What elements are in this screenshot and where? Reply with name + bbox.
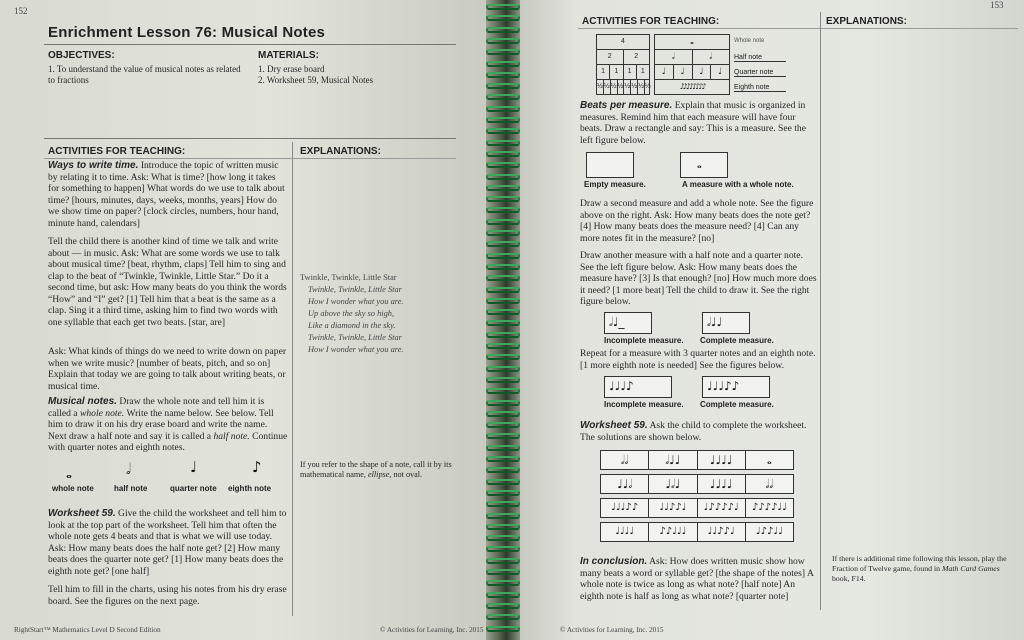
term-math-card-games: Math Card Games	[941, 563, 1000, 573]
note-label: whole note	[52, 484, 94, 493]
lead-musical-notes: Musical notes.	[48, 396, 117, 407]
paragraph-repeat: Repeat for a measure with 3 quarter notes and an eighth note. [1 more eighth note is needed] See the figures below.	[580, 348, 816, 371]
explanation-note-shape	[300, 460, 456, 480]
lead-worksheet: Worksheet 59.	[48, 508, 116, 519]
caption-empty-measure: Empty measure.	[584, 180, 646, 189]
activities-header: ACTIVITIES FOR TEACHING:	[48, 146, 186, 157]
half-note-icon: 𝅗𝅥	[709, 52, 713, 62]
fraction-cell: ½	[631, 80, 638, 94]
note-chart-row	[654, 65, 730, 80]
footer-copyright-left: © Activities for Learning, Inc. 2015	[380, 626, 484, 634]
paragraph-writing-beats: Ask: What kinds of things do we need to write down on paper when we write music? [number of beats, pitch, and so on] Explain that today we are going to talk about writing beats, or musical time.	[48, 346, 287, 392]
spiral-coil	[486, 490, 520, 496]
complete-measure-a	[702, 312, 750, 334]
caption-incomplete-b: Incomplete measure.	[604, 400, 684, 409]
header-underline	[44, 158, 456, 159]
page-number-right: 153	[990, 0, 1004, 10]
paragraph-text: Give the child the worksheet and tell him to look at the top part of the worksheet. Tell him that often the whole note gets 4 beats and that is what we will use today. Ask: How many beats does the half note get? [2] How many beats does the quarter note get? [1] How many beats does the eighth note get? [one half]	[48, 508, 287, 577]
note-label: eighth note	[228, 484, 272, 493]
worksheet-row	[600, 450, 794, 470]
worksheet-measure: ♩𝅗𝅥♩	[649, 475, 697, 493]
worksheet-measure: ♩♩♪♪♩	[649, 499, 697, 517]
material-item: 1. Dry erase board	[258, 64, 325, 74]
worksheet-measure: ♩♪♪♩♩	[755, 526, 783, 537]
note-label: quarter note	[170, 484, 217, 493]
spiral-coil	[486, 603, 520, 609]
explanation-text: book, F14.	[832, 573, 866, 583]
page-number-left: 152	[14, 6, 28, 16]
explanation-fraction-game	[832, 554, 1012, 583]
half-note-icon: 𝅗𝅥	[655, 50, 693, 64]
paragraph-fill-charts: Tell him to fill in the charts, using his notes from his dry erase board. See the figures on the next page.	[48, 584, 287, 607]
fraction-cell: 2	[597, 50, 624, 64]
lesson-title: Enrichment Lesson 76: Musical Notes	[48, 24, 326, 41]
worksheet-row	[600, 474, 794, 494]
spiral-coil	[486, 626, 520, 632]
fraction-cell: ½	[644, 83, 651, 90]
note-chart-label: Eighth note	[734, 84, 786, 92]
term-whole-note: whole note.	[79, 407, 125, 419]
spiral-coil	[486, 61, 520, 67]
fraction-cell: ½	[618, 80, 625, 94]
spiral-coil	[486, 140, 520, 146]
spiral-coil	[486, 400, 520, 406]
fraction-cell: 1	[610, 65, 623, 79]
spiral-coil	[486, 377, 520, 383]
header-underline-right	[578, 28, 1018, 29]
note-chart-label: Whole note	[734, 38, 765, 44]
quarter-note-icon: ♩	[693, 65, 712, 79]
poem-line: Twinkle, Twinkle, Little Star	[308, 285, 402, 294]
quarter-note-icon: ♩	[674, 65, 693, 79]
worksheet-measure: ♩♪♪♪♪♩	[698, 499, 746, 517]
worksheet-measure: ♩♩♩♩	[698, 451, 746, 469]
spiral-coil	[486, 38, 520, 44]
spiral-coil	[486, 264, 520, 270]
column-divider-right	[820, 12, 821, 610]
spiral-coil	[486, 275, 520, 281]
fraction-chart	[596, 34, 650, 94]
spiral-coil	[486, 128, 520, 134]
spiral-coil	[486, 287, 520, 293]
paragraph-second-measure: Draw a second measure and add a whole note. See the figure above on the right. Ask: How many beats does the note get? [4] How many beats does the measure need? [4] Can any more notes fit in the measure? [no]	[580, 198, 814, 244]
note-chart-label: Half note	[734, 54, 786, 62]
activities-header-right: ACTIVITIES FOR TEACHING:	[582, 16, 720, 27]
spiral-coil	[486, 411, 520, 417]
right-page	[516, 0, 1024, 640]
spiral-coil	[486, 309, 520, 315]
eighth-note-icon: ♪	[252, 458, 262, 476]
caption-complete-a: Complete measure.	[700, 336, 774, 345]
spiral-coil	[486, 49, 520, 55]
note-figures	[48, 460, 288, 494]
spiral-coil	[486, 524, 520, 530]
spiral-coil	[486, 72, 520, 78]
materials-list	[258, 64, 458, 86]
paragraph-text: Continue with quarter notes and eighth notes.	[48, 430, 288, 453]
fraction-cell: 1	[624, 65, 637, 79]
fraction-row	[596, 50, 650, 65]
paragraph-worksheet	[48, 508, 288, 577]
spiral-coil	[486, 433, 520, 439]
fraction-cell: 2	[634, 53, 639, 60]
explanations-header-right: EXPLANATIONS:	[826, 16, 907, 27]
title-rule	[44, 44, 456, 45]
fraction-row	[596, 34, 650, 50]
material-item: 2. Worksheet 59, Musical Notes	[258, 75, 374, 85]
spiral-coil	[486, 151, 520, 157]
left-page	[0, 0, 492, 640]
spiral-coil	[486, 106, 520, 112]
lead-beats-per-measure: Beats per measure.	[580, 100, 673, 111]
complete-measure-b	[702, 376, 770, 398]
fraction-row	[596, 80, 650, 95]
fraction-cell: 1	[597, 65, 610, 79]
spiral-coil	[486, 456, 520, 462]
fraction-cell: ½	[597, 80, 604, 94]
poem-line: How I wonder what you are.	[308, 345, 404, 354]
spiral-coil	[486, 230, 520, 236]
worksheet-measure: ♩♩♩♩	[698, 475, 746, 493]
footer-copyright-right: © Activities for Learning, Inc. 2015	[560, 626, 664, 634]
worksheet-measure: 𝅗𝅥♩♩	[649, 451, 697, 469]
quarter-eighth-notes-icon: ♩♩♩♪	[609, 379, 634, 393]
spiral-coil	[486, 4, 520, 10]
spiral-coil	[486, 343, 520, 349]
note-chart-row	[654, 50, 730, 65]
worksheet-row	[600, 522, 794, 542]
quarter-note-icon: ♩	[655, 65, 674, 79]
worksheet-measure: 𝅝	[766, 453, 772, 467]
objectives-text: 1. To understand the value of musical notes as related to fractions	[48, 64, 241, 85]
spiral-coil	[486, 569, 520, 575]
fraction-cell: 1	[640, 68, 645, 75]
worksheet-row	[600, 498, 794, 518]
paragraph-third-measure: Draw another measure with a half note and a quarter note. See the left figure below. Ask: How many beats does the measure have? [3] Is that enough? [no] How much more does it need? [1 more beat] Tell the child to draw it. See the right figure below.	[580, 250, 817, 307]
term-half-note: half note.	[213, 430, 250, 442]
worksheet-measure: ♩♩♩♪♪	[601, 499, 649, 517]
worksheet-measure: 𝅗𝅥𝅗𝅥	[601, 451, 649, 469]
worksheet-measure: ♪♪♪♪♩♩	[751, 502, 787, 513]
paragraph-text: Introduce the topic of written music by relating it to time. Ask: What is time? [how long it takes for something to happen] What words do we use to talk about time? [hours, minutes, days, weeks, months, years] How do we show time on paper? [clock circles, numbers, hour hand, minute hand, calendars]	[48, 160, 285, 229]
quarter-note-icon: ♩	[718, 67, 723, 77]
spiral-coil	[486, 27, 520, 33]
spiral-coil	[486, 219, 520, 225]
poem-line: Up above the sky so high,	[308, 309, 395, 318]
section-rule	[44, 138, 456, 139]
spiral-coil	[486, 580, 520, 586]
explanation-text: not oval.	[393, 470, 423, 479]
lead-conclusion: In conclusion.	[580, 556, 648, 567]
poem-line: How I wonder what you are.	[308, 297, 404, 306]
spiral-coil	[486, 241, 520, 247]
spiral-coil	[486, 467, 520, 473]
spiral-coil	[486, 207, 520, 213]
spiral-coil	[486, 501, 520, 507]
note-chart	[654, 34, 730, 95]
poem-line: Like a diamond in the sky.	[308, 321, 396, 330]
explanation-text: If you refer to the shape of a note, call it by its mathematical name,	[300, 460, 452, 479]
quarter-note-icon: ♩	[190, 458, 198, 476]
poem-title: Twinkle, Twinkle, Little Star	[300, 273, 397, 282]
spiral-coil	[486, 162, 520, 168]
paragraph-text: Ask the child to complete the worksheet. The solutions are shown below.	[580, 420, 807, 443]
spiral-coil	[486, 546, 520, 552]
fraction-cell: 4	[621, 38, 625, 45]
worksheet-measure: 𝅗𝅥𝅗𝅥	[765, 477, 774, 491]
whole-note-icon: 𝅝	[697, 157, 702, 171]
lead-worksheet-right: Worksheet 59.	[580, 420, 648, 431]
worksheet-measure: ♪♪♩♩♩	[649, 523, 697, 541]
caption-complete-b: Complete measure.	[700, 400, 774, 409]
spiral-coil	[486, 614, 520, 620]
quarter-eighth-eighth-notes-icon: ♩♩♩♪♪	[707, 379, 740, 393]
paragraph-text: Draw the whole note and tell him it is called a	[48, 396, 265, 419]
spiral-coil	[486, 298, 520, 304]
worksheet-measure: ♩♩𝅗𝅥	[601, 475, 649, 493]
half-quarter-quarter-notes-icon: 𝅗𝅥♩♩	[707, 315, 723, 329]
fraction-row	[596, 65, 650, 80]
poem-line: Twinkle, Twinkle, Little Star	[308, 333, 402, 342]
explanation-text: If there is additional time following this lesson, play the Fraction of Twelve game, found in	[832, 554, 1007, 573]
note-chart-row	[654, 34, 730, 50]
note-chart-label: Quarter note	[734, 69, 786, 77]
footer-edition: RightStart™ Mathematics Level D Second Edition	[14, 626, 161, 634]
spiral-coil	[486, 174, 520, 180]
caption-incomplete-a: Incomplete measure.	[604, 336, 684, 345]
note-chart-row	[654, 80, 730, 95]
objectives-header: OBJECTIVES:	[48, 50, 115, 61]
spiral-coil	[486, 513, 520, 519]
poem	[308, 284, 458, 356]
spiral-coil	[486, 366, 520, 372]
spiral-coil	[486, 558, 520, 564]
fraction-cell: ½	[638, 80, 645, 94]
spiral-coil	[486, 388, 520, 394]
spiral-coil	[486, 422, 520, 428]
materials-header: MATERIALS:	[258, 50, 319, 61]
term-ellipse: ellipse,	[367, 470, 392, 479]
explanations-header: EXPLANATIONS:	[300, 146, 381, 157]
spiral-coil	[486, 354, 520, 360]
whole-note-icon: 𝅝	[690, 37, 694, 47]
spiral-coil	[486, 332, 520, 338]
incomplete-measure-a	[604, 312, 652, 334]
eighth-note-icon: ♪♪♪♪♪♪♪♪	[679, 82, 705, 91]
spiral-coil	[486, 445, 520, 451]
paragraph-conclusion	[580, 556, 818, 602]
spiral-coil	[486, 479, 520, 485]
spiral-coil	[486, 15, 520, 21]
empty-measure	[586, 152, 634, 178]
half-note-icon: 𝅗𝅥	[126, 460, 131, 478]
fraction-cell: ½	[611, 80, 618, 94]
paragraph-text: Explain that music is organized in measures. Remind him that each measure will have four beats. Draw a rectangle and say: This is a measure. See the left figure below.	[580, 100, 806, 146]
paragraph-musical-time: Tell the child there is another kind of time we talk and write about — in music. Ask: What are some words we use to talk about musical time? [beat, rhythm, claps] Tell him to sing and clap to the beat of “Twinkle, Twinkle, Little Star.” Do it a second time, but ask: How many beats do you think the words “How” and “I” get? [1] Tell him that a beat is the same as a clap. Sing it a third time, asking him to find two words with one syllable that each get two beats. [star, are]	[48, 236, 287, 328]
spiral-coil	[486, 94, 520, 100]
spiral-coil	[486, 320, 520, 326]
whole-note-measure	[680, 152, 728, 178]
spiral-coil	[486, 253, 520, 259]
paragraph-text: Ask: How does written music show how many beats a word or syllable get? [the shape of the notes] A whole note is twice as long as what note? [half note] An eighth note is half as long as what note? [quarter note]	[580, 556, 814, 602]
spiral-coil	[486, 185, 520, 191]
paragraph-worksheet-right	[580, 420, 818, 443]
spiral-coil	[486, 592, 520, 598]
paragraph-musical-notes	[48, 396, 288, 454]
paragraph-ways-to-write-time	[48, 160, 288, 229]
paragraph-beats-per-measure	[580, 100, 818, 146]
fraction-cell: ½	[624, 80, 631, 94]
whole-note-icon: 𝅝	[66, 464, 72, 482]
lead-ways-to-write-time: Ways to write time.	[48, 160, 139, 171]
spiral-coil	[486, 83, 520, 89]
caption-whole-measure: A measure with a whole note.	[682, 180, 794, 189]
half-quarter-notes-icon: 𝅗𝅥♩_	[609, 315, 625, 329]
worksheet-measure: ♩♩♩♩	[601, 523, 649, 541]
incomplete-measure-b	[604, 376, 672, 398]
spiral-coil	[486, 196, 520, 202]
worksheet-measure: ♩♩♪♪♩	[698, 523, 746, 541]
note-label: half note	[114, 484, 148, 493]
fraction-cell: ½	[604, 80, 611, 94]
spiral-coil	[486, 535, 520, 541]
spiral-coil	[486, 117, 520, 123]
column-divider	[292, 142, 293, 616]
paragraph-text: Write the name below. See below. Tell him to draw it on his dry erase board and write the name. Next draw a half note and say it is called a	[48, 407, 274, 442]
